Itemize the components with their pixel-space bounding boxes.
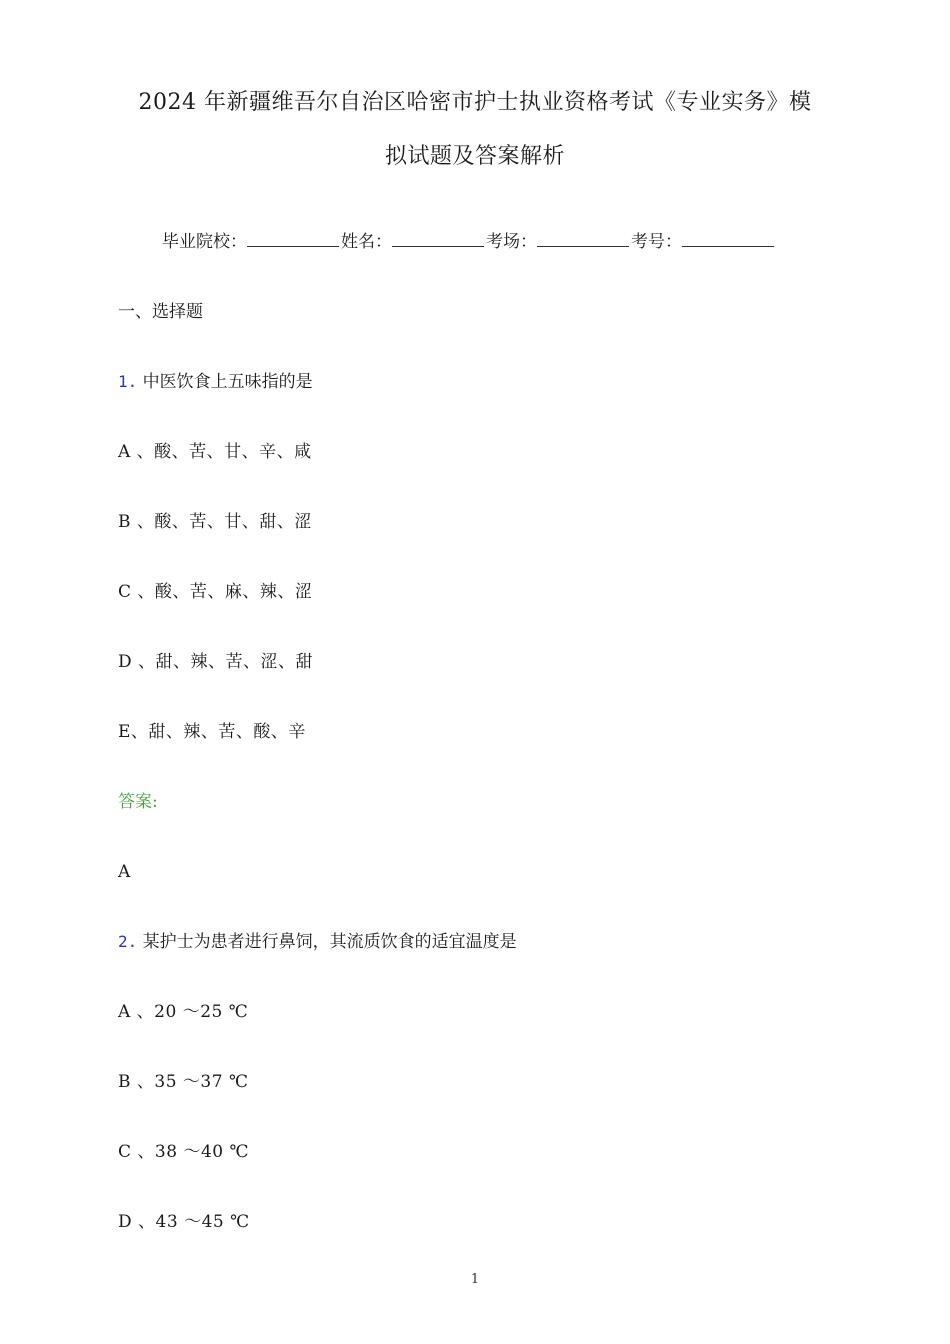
question-1-option-c: C 、酸、苦、麻、辣、涩 — [118, 582, 313, 602]
document-title-line-2: 拟试题及答案解析 — [384, 144, 565, 169]
school-blank — [247, 228, 339, 247]
question-2 — [118, 929, 517, 955]
question-1-option-d: D 、甜、辣、苦、涩、甜 — [118, 652, 314, 672]
question-1 — [118, 369, 313, 395]
question-1-option-e: E、甜、辣、苦、酸、辛 — [118, 722, 306, 742]
question-number: 2. — [118, 932, 138, 951]
question-2-option-c: C 、38 ～40 ℃ — [118, 1142, 249, 1162]
candidate-info-row — [162, 228, 776, 255]
page-number: 1 — [470, 1272, 480, 1287]
question-2-option-d: D 、43 ～45 ℃ — [118, 1212, 250, 1232]
exam-room-blank — [537, 228, 629, 247]
exam-room-label: 考场： — [486, 232, 537, 252]
exam-number-blank — [682, 228, 774, 247]
question-1-answer: A — [118, 862, 131, 882]
question-number: 1. — [118, 372, 138, 391]
name-blank — [392, 228, 484, 247]
school-label: 毕业院校： — [162, 232, 247, 252]
question-text: 中医饮食上五味指的是 — [142, 372, 313, 392]
name-label: 姓名： — [341, 232, 392, 252]
question-1-option-a: A 、酸、苦、甘、辛、咸 — [118, 442, 312, 462]
question-1-option-b: B 、酸、苦、甘、甜、涩 — [118, 512, 312, 532]
answer-label: 答案: — [118, 792, 158, 812]
question-2-option-a: A 、20 ～25 ℃ — [118, 1002, 249, 1022]
section-heading: 一、选择题 — [118, 302, 203, 322]
document-title-line-1: 2024 年新疆维吾尔自治区哈密市护士执业资格考试《专业实务》模 — [138, 90, 812, 115]
exam-number-label: 考号： — [631, 232, 682, 252]
question-2-option-b: B 、35 ～37 ℃ — [118, 1072, 249, 1092]
question-text: 某护士为患者进行鼻饲，其流质饮食的适宜温度是 — [142, 932, 517, 952]
